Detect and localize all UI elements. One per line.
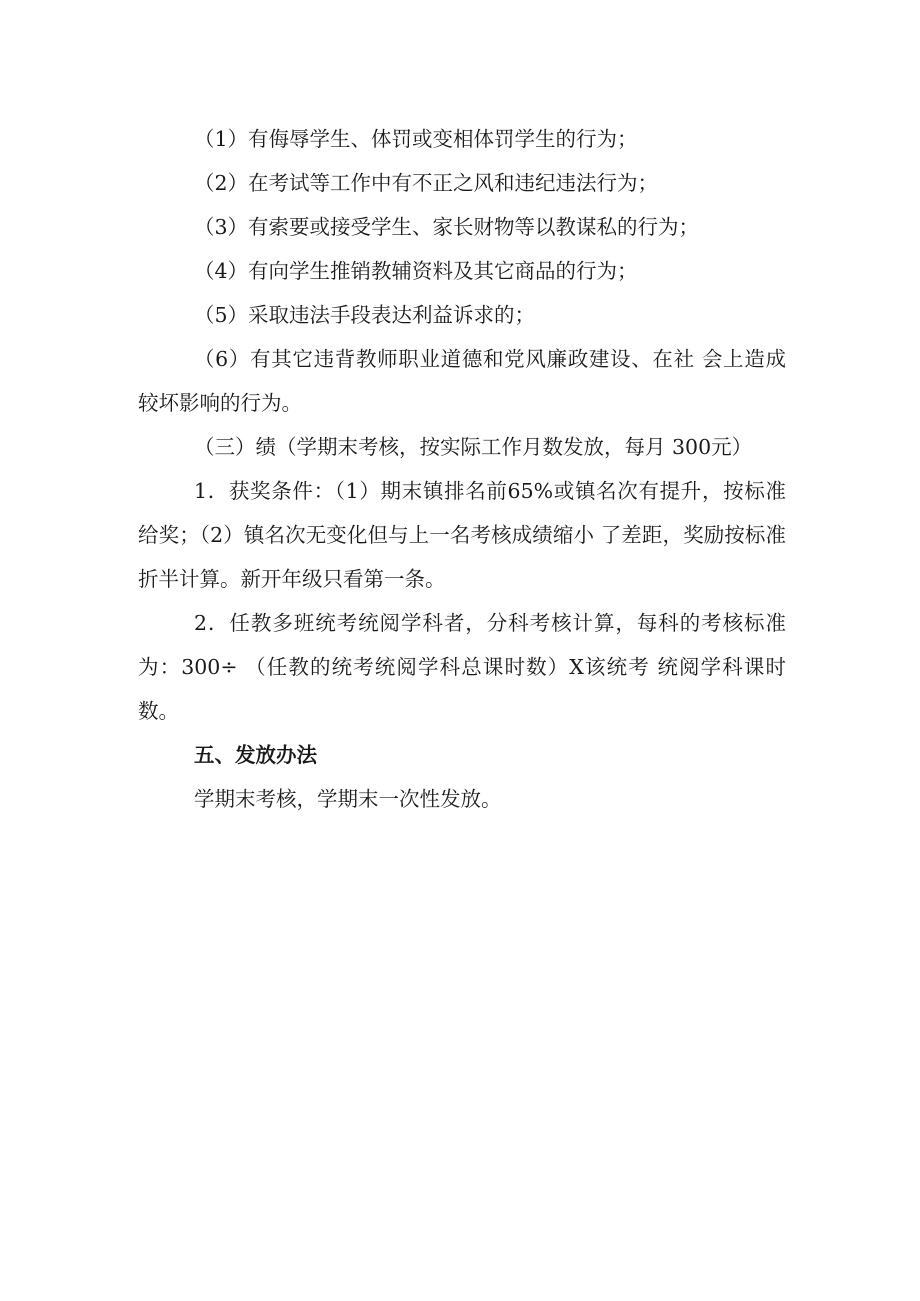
list-item-2: （2）在考试等工作中有不正之风和违纪违法行为； [194,171,659,195]
list-item-3: （3）有索要或接受学生、家长财物等以教谋私的行为； [194,215,700,239]
closing-paragraph: 学期末考核，学期末一次性发放。 [194,787,502,811]
list-item-5: （5）采取违法手段表达利益诉求的； [194,303,536,327]
document-body [138,117,786,821]
list-item-1: （1）有侮辱学生、体罚或变相体罚学生的行为； [194,127,638,151]
section-heading: 五、发放办法 [194,743,317,767]
multi-class-paragraph: 2．任教多班统考统阅学科者，分科考核计算，每科的考核标准为：300÷ （任教的统考统阅学科总课时数）X该统考 统阅学科课时数。 [138,611,786,723]
award-conditions-paragraph: 1．获奖条件：（1）期末镇排名前65%或镇名次有提升，按标准给奖；（2）镇名次无变化但与上一名考核成绩缩小 了差距，奖励按标准折半计算。新开年级只看第一条。 [138,479,786,591]
list-item-4: （4）有向学生推销教辅资料及其它商品的行为； [194,259,638,283]
subsection-performance: （三）绩（学期末考核，按实际工作月数发放，每月 300元） [194,435,753,459]
list-item-6: （6）有其它违背教师职业道德和党风廉政建设、在社 会上造成较坏影响的行为。 [138,347,786,415]
